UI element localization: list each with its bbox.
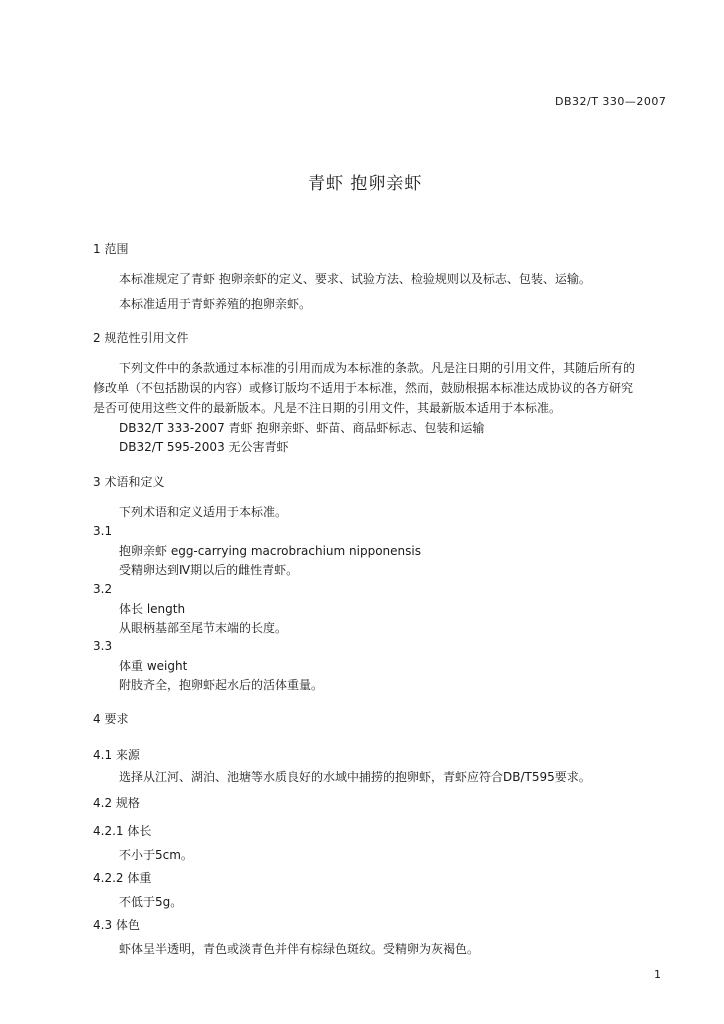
paragraph: 下列术语和定义适用于本标准。 bbox=[119, 505, 288, 519]
document-title: 青虾 抱卵亲虾 bbox=[308, 174, 423, 194]
term-definition: 受精卵达到Ⅳ期以后的雌性青虾。 bbox=[119, 563, 299, 577]
term-title: 抱卵亲虾 egg-carrying macrobrachium nipponensis bbox=[119, 544, 421, 558]
paragraph-line: 是否可使用这些文件的最新版本。凡是不注日期的引用文件，其最新版本适用于本标准。 bbox=[93, 401, 562, 415]
reference-item: DB32/T 595-2003 无公害青虾 bbox=[119, 440, 289, 454]
clause-number: 3.2 bbox=[93, 582, 113, 596]
clause-heading: 4.2.2 体重 bbox=[93, 871, 152, 885]
term-title: 体重 weight bbox=[119, 659, 188, 673]
clause-number: 3.3 bbox=[93, 639, 113, 653]
reference-item: DB32/T 333-2007 青虾 抱卵亲虾、虾苗、商品虾标志、包装和运输 bbox=[119, 421, 485, 435]
clause-heading: 4.1 来源 bbox=[93, 748, 140, 762]
paragraph: 选择从江河、湖泊、池塘等水质良好的水域中捕捞的抱卵虾，青虾应符合DB/T595要求。 bbox=[119, 770, 591, 784]
paragraph: 虾体呈半透明，青色或淡青色并伴有棕绿色斑纹。受精卵为灰褐色。 bbox=[119, 942, 480, 956]
standard-code: DB32/T 330—2007 bbox=[555, 95, 667, 108]
paragraph: 本标准规定了青虾 抱卵亲虾的定义、要求、试验方法、检验规则以及标志、包装、运输。 bbox=[119, 272, 591, 286]
paragraph: 不低于5g。 bbox=[119, 895, 183, 909]
clause-heading: 4.3 体色 bbox=[93, 918, 140, 932]
page-number: 1 bbox=[654, 968, 661, 981]
clause-number: 3.1 bbox=[93, 524, 113, 538]
clause-heading: 4.2 规格 bbox=[93, 796, 140, 810]
paragraph: 本标准适用于青虾养殖的抱卵亲虾。 bbox=[119, 297, 312, 311]
section-heading-scope: 1 范围 bbox=[93, 242, 129, 256]
section-heading-terms: 3 术语和定义 bbox=[93, 475, 165, 489]
term-definition: 从眼柄基部至尾节末端的长度。 bbox=[119, 621, 288, 635]
section-heading-references: 2 规范性引用文件 bbox=[93, 331, 189, 345]
section-heading-requirements: 4 要求 bbox=[93, 712, 129, 726]
term-definition: 附肢齐全，抱卵虾起水后的活体重量。 bbox=[119, 678, 324, 692]
paragraph: 不小于5cm。 bbox=[119, 848, 193, 862]
term-title: 体长 length bbox=[119, 602, 186, 616]
clause-heading: 4.2.1 体长 bbox=[93, 824, 152, 838]
paragraph-line: 下列文件中的条款通过本标准的引用而成为本标准的条款。凡是注日期的引用文件，其随后所有的 bbox=[119, 361, 636, 375]
paragraph-line: 修改单（不包括勘误的内容）或修订版均不适用于本标准，然而，鼓励根据本标准达成协议的各方研究 bbox=[93, 381, 634, 395]
